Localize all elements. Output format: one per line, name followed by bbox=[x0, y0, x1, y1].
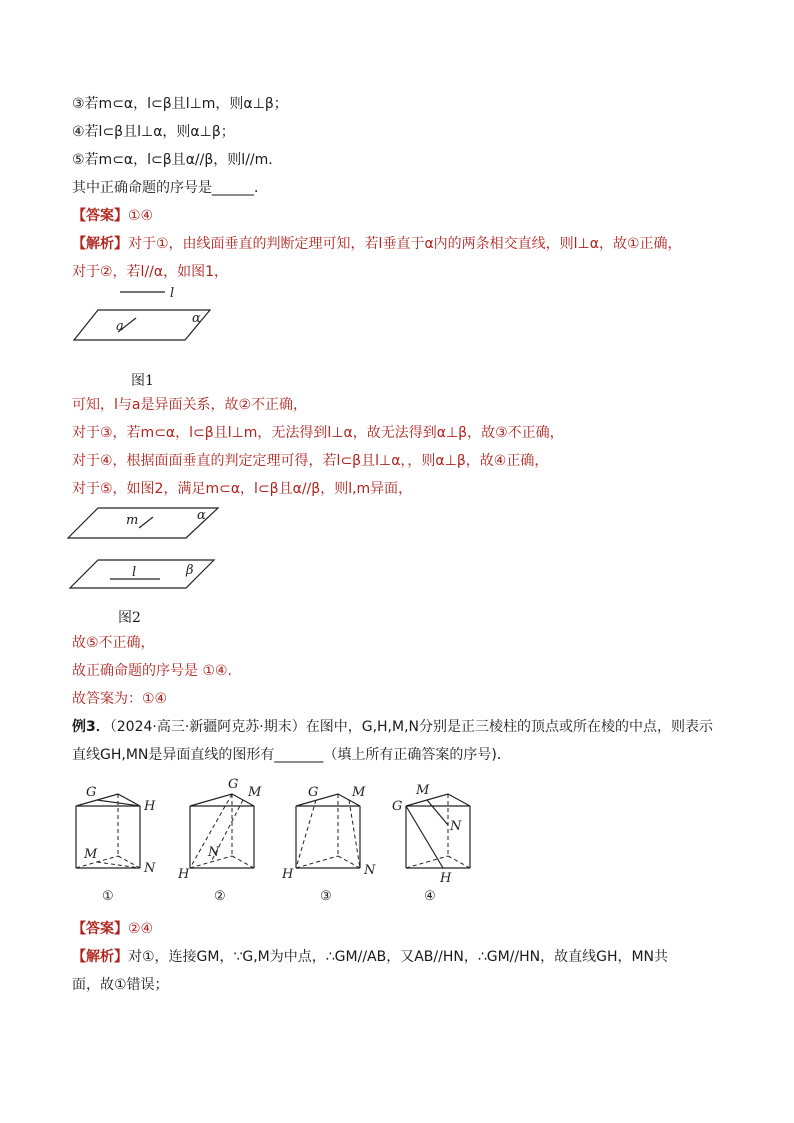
prism-1 bbox=[68, 776, 168, 906]
label-beta: β bbox=[186, 563, 194, 578]
prism-4-label-n: N bbox=[450, 819, 462, 834]
line-prop-4: ④若l⊂β且l⊥α，则α⊥β； bbox=[72, 124, 235, 140]
line-answer-1 bbox=[72, 205, 153, 227]
line-m bbox=[139, 517, 153, 528]
plane-alpha bbox=[74, 310, 210, 340]
prism-3-label-n: N bbox=[364, 863, 376, 878]
line-prop-5: ⑤若m⊂α，l⊂β且α//β，则l//m． bbox=[72, 152, 283, 168]
prism-3-label-g: G bbox=[308, 785, 319, 800]
line-analysis-7: 故⑤不正确， bbox=[72, 635, 155, 651]
line-example-3 bbox=[72, 716, 713, 738]
label-alpha-2: α bbox=[197, 508, 206, 523]
line-analysis-1 bbox=[72, 233, 682, 255]
label-alpha: α bbox=[192, 311, 201, 326]
prism-1-number: ① bbox=[102, 889, 114, 904]
line-analysis-2: 对于②，若l//α，如图1， bbox=[72, 264, 229, 280]
answer-tag: 【答案】 bbox=[72, 208, 128, 224]
answer-value-2: ②④ bbox=[128, 921, 154, 937]
prism-3-gh bbox=[296, 800, 316, 868]
label-m: m bbox=[126, 513, 139, 528]
conclusion-text: 故正确命题的序号是 bbox=[72, 663, 203, 679]
prism-2-label-n: N bbox=[208, 845, 220, 860]
line-analysis-10 bbox=[72, 946, 668, 968]
line-question: 其中正确命题的序号是______． bbox=[72, 180, 268, 196]
prism-3-hidden bbox=[338, 856, 360, 868]
line-analysis-3: 可知，l与a是异面关系，故②不正确， bbox=[72, 397, 308, 413]
prism-2-label-h: H bbox=[178, 867, 190, 882]
prism-2-top bbox=[190, 794, 254, 806]
prism-1-label-g: G bbox=[86, 785, 97, 800]
prism-3-label-h: H bbox=[282, 867, 294, 882]
prism-4-label-m: M bbox=[416, 783, 430, 798]
prism-3-hidden bbox=[296, 856, 338, 868]
analysis-text-2: 对①，连接GM，∵G,M为中点，∴GM//AB，又AB//HN，∴GM//HN，故直线GH，MN共 bbox=[128, 949, 669, 965]
figure-2-caption: 图2 bbox=[118, 610, 141, 626]
prism-3-top bbox=[296, 794, 360, 806]
label-l: l bbox=[170, 286, 175, 301]
analysis-text: 对于①，由线面垂直的判断定理可知，若l垂直于α内的两条相交直线，则l⊥α，故①正确， bbox=[128, 236, 682, 252]
line-answer-2 bbox=[72, 918, 153, 940]
prism-1-label-n: N bbox=[144, 861, 156, 876]
prism-4-number: ④ bbox=[424, 889, 436, 904]
prism-4-label-h: H bbox=[440, 871, 452, 886]
label-a: a bbox=[116, 319, 124, 334]
plane-alpha-2 bbox=[68, 508, 218, 538]
prism-2-label-m: M bbox=[248, 785, 262, 800]
prism-1-hidden bbox=[118, 856, 140, 868]
analysis-tag-2: 【解析】 bbox=[72, 949, 128, 965]
prism-4-label-g: G bbox=[392, 799, 403, 814]
prism-3-label-m: M bbox=[352, 785, 366, 800]
prism-4 bbox=[388, 776, 488, 906]
prism-2 bbox=[178, 772, 278, 906]
line-analysis-4: 对于③，若m⊂α，l⊂β且l⊥m，无法得到l⊥α，故无法得到α⊥β，故③不正确， bbox=[72, 425, 564, 441]
line-analysis-9: 故答案为：①④ bbox=[72, 691, 168, 707]
prism-1-label-m: M bbox=[84, 847, 98, 862]
example-text: （2024·高三·新疆阿克苏·期末）在图中，G,H,M,N分别是正三棱柱的顶点或所在棱的中点，则表示 bbox=[109, 719, 714, 735]
conclusion-value: ①④. bbox=[202, 663, 233, 679]
prism-2-hidden bbox=[232, 856, 254, 868]
figure-1-caption: 图1 bbox=[131, 373, 154, 389]
line-analysis-6: 对于⑤，如图2，满足m⊂α，l⊂β且α//β，则l,m异面， bbox=[72, 481, 413, 497]
prism-2-number: ② bbox=[214, 889, 226, 904]
prism-3-mn bbox=[349, 800, 360, 868]
prism-3 bbox=[282, 776, 382, 906]
prism-1-label-h: H bbox=[144, 799, 156, 814]
prism-4-hidden bbox=[448, 856, 470, 868]
line-analysis-11: 面，故①错误； bbox=[72, 977, 169, 993]
answer-tag-2: 【答案】 bbox=[72, 921, 128, 937]
line-analysis-5: 对于④，根据面面垂直的判定定理可得，若l⊂β且l⊥α，，则α⊥β，故④正确， bbox=[72, 453, 549, 469]
analysis-tag: 【解析】 bbox=[72, 236, 128, 252]
example-label: 例3． bbox=[72, 719, 110, 735]
prism-2-label-g: G bbox=[228, 777, 239, 792]
answer-value: ①④ bbox=[128, 208, 154, 224]
label-l-2: l bbox=[132, 565, 137, 580]
prism-4-mn bbox=[427, 800, 448, 825]
figure-2 bbox=[66, 500, 226, 600]
prism-4-gh bbox=[406, 806, 443, 868]
line-prop-3: ③若m⊂α，l⊂β且l⊥m，则α⊥β； bbox=[72, 96, 288, 112]
line-example-3-cont: 直线GH,MN是异面直线的图形有_______（填上所有正确答案的序号)． bbox=[72, 747, 511, 763]
prism-3-number: ③ bbox=[320, 889, 332, 904]
line-analysis-8 bbox=[72, 660, 232, 682]
